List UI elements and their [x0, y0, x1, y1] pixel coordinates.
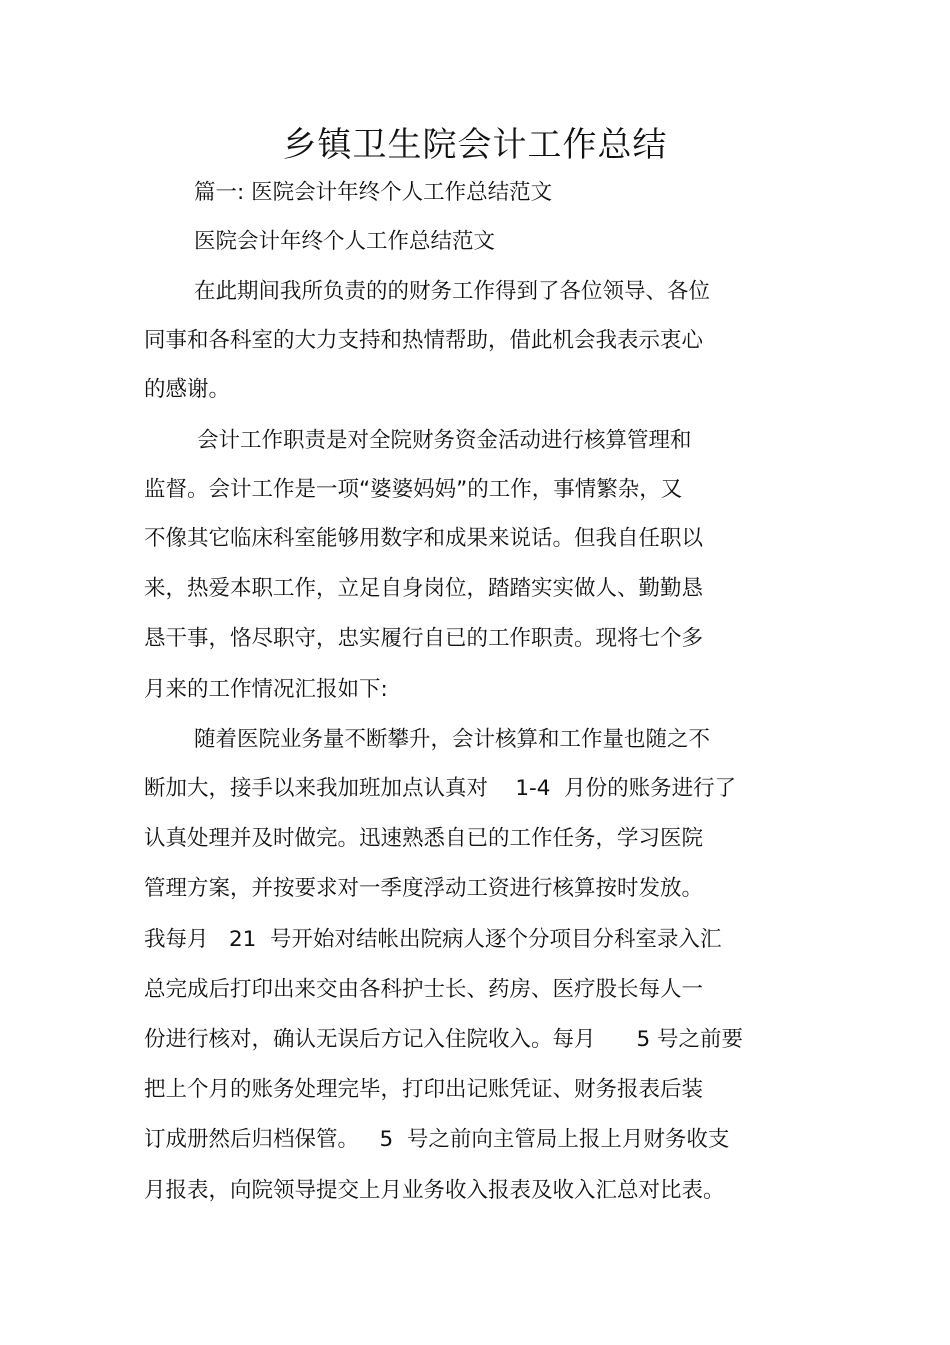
paragraph-3-line-10: 月报表，向院领导提交上月业务收入报表及收入汇总对比表。 — [144, 1178, 725, 1203]
paragraph-3-line-1: 随着医院业务量不断攀升，会计核算和工作量也随之不 — [194, 727, 711, 752]
paragraph-2-line-1: 会计工作职责是对全院财务资金活动进行核算管理和 — [197, 428, 692, 453]
paragraph-2-line-3: 不像其它临床科室能够用数字和成果来说话。但我自任职以 — [144, 526, 704, 551]
paragraph-3-line-6: 总完成后打印出来交由各科护士长、药房、医疗股长每人一 — [144, 977, 704, 1002]
paragraph-3-line-8: 把上个月的账务处理完毕，打印出记账凭证、财务报表后装 — [144, 1077, 704, 1102]
paragraph-2-line-6: 月来的工作情况汇报如下: — [144, 677, 388, 702]
subtitle-article-one: 篇一: 医院会计年终个人工作总结范文 — [194, 180, 553, 205]
paragraph-2-line-4: 来，热爱本职工作，立足自身岗位，踏踏实实做人、勤勤恳 — [144, 576, 704, 601]
paragraph-3-line-9: 订成册然后归档保管。 5 号之前向主管局上报上月财务收支 — [144, 1127, 730, 1152]
subtitle-article-heading: 医院会计年终个人工作总结范文 — [194, 229, 496, 254]
paragraph-2-line-5: 恳干事，恪尽职守，忠实履行自已的工作职责。现将七个多 — [144, 626, 704, 651]
document-title: 乡镇卫生院会计工作总结 — [282, 125, 668, 165]
paragraph-2-line-2: 监督。会计工作是一项“婆婆妈妈”的工作，事情繁杂，又 — [144, 477, 683, 502]
paragraph-1-line-3: 的感谢。 — [144, 377, 231, 402]
paragraph-3-line-5: 我每月 21 号开始对结帐出院病人逐个分项目分科室录入汇 — [144, 927, 722, 952]
paragraph-3-line-3: 认真处理并及时做完。迅速熟悉自已的工作任务，学习医院 — [144, 826, 704, 851]
paragraph-3-line-4: 管理方案，并按要求对一季度浮动工资进行核算按时发放。 — [144, 876, 704, 901]
paragraph-3-line-7: 份进行核对，确认无误后方记入住院收入。每月 5 号之前要 — [144, 1027, 744, 1052]
paragraph-1-line-2: 同事和各科室的大力支持和热情帮助，借此机会我表示衷心 — [144, 328, 704, 353]
paragraph-3-line-2: 断加大，接手以来我加班加点认真对 1-4 月份的账务进行了 — [144, 776, 737, 801]
paragraph-1-line-1: 在此期间我所负责的的财务工作得到了各位领导、各位 — [194, 279, 711, 304]
